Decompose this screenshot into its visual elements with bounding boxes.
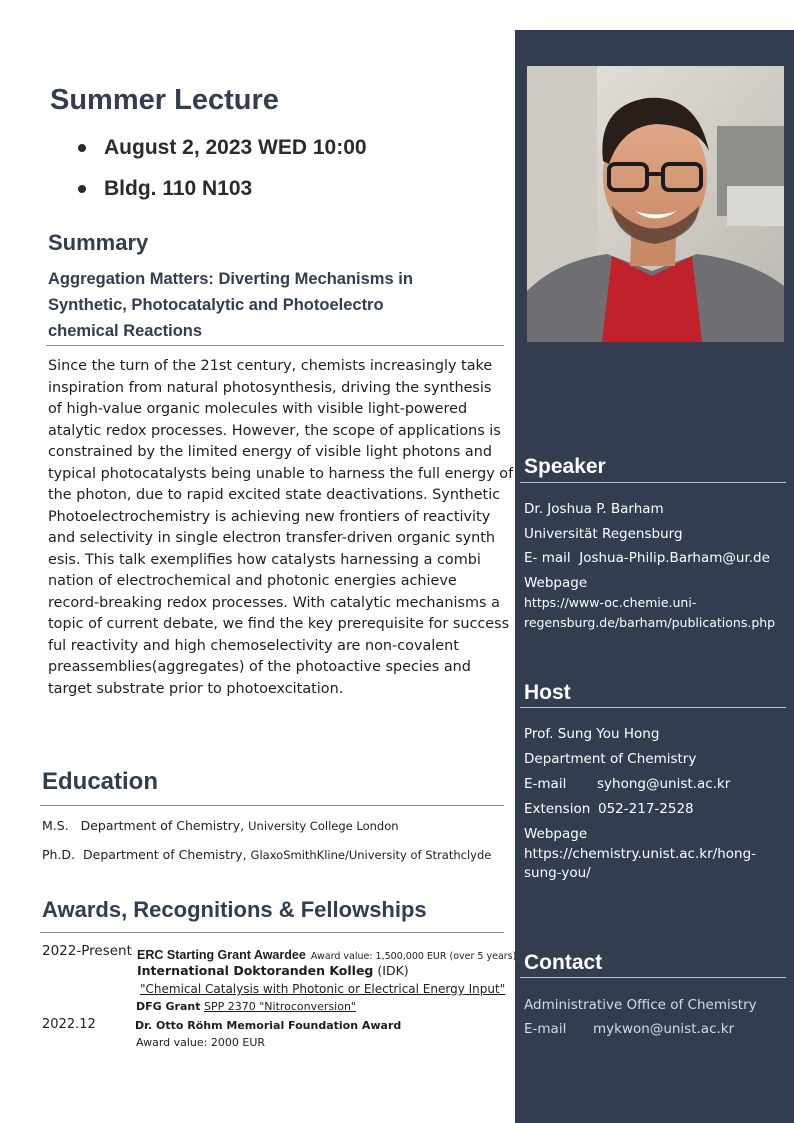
education-divider	[40, 805, 504, 806]
contact-heading: Contact	[524, 951, 603, 974]
bullet-dot	[78, 144, 86, 152]
speaker-email-row	[524, 550, 770, 566]
abstract-line: Since the turn of the 21st century, chemists increasingly take	[48, 358, 493, 374]
talk-title-line: chemical Reactions	[48, 322, 203, 340]
abstract-line: inspiration from natural photosynthesis, driving the synthesis	[48, 379, 492, 396]
degree: Ph.D.	[42, 847, 76, 862]
host-name: Prof. Sung You Hong	[524, 726, 660, 742]
summary-heading: Summary	[48, 230, 149, 255]
contact-office: Administrative Office of Chemistry	[524, 997, 757, 1013]
speaker-heading: Speaker	[524, 455, 606, 478]
talk-title-line: Synthetic, Photocatalytic and Photoelectro	[48, 296, 384, 314]
education-item	[42, 818, 399, 833]
contact-divider	[520, 977, 786, 978]
email-label: E-mail	[524, 776, 567, 792]
erc-title: ERC Starting Grant Awardee	[137, 948, 306, 962]
idk-award	[137, 963, 409, 978]
dfg-title: DFG Grant	[136, 1000, 201, 1013]
abstract-line: esis. This talk exemplifies how catalysts harnessing a combi	[48, 551, 481, 568]
abstract-line: topic of current debate, we find the key prerequisite for success	[48, 616, 510, 632]
abstract-line: ful reactivity and high chemoselectivity are non-covalent	[48, 637, 459, 654]
speaker-email[interactable]: Joshua-Philip.Barham@ur.de	[579, 550, 770, 566]
bullet-dot	[78, 185, 86, 193]
speaker-url-line[interactable]: https://www-oc.chemie.uni-	[524, 595, 697, 610]
education-heading: Education	[42, 768, 159, 795]
rohm-note: Award value: 2000 EUR	[136, 1036, 266, 1049]
abstract-line: and selectivity in single electron transfer-driven organic synth	[48, 530, 496, 546]
host-divider	[520, 707, 786, 708]
idk-title: International Doktoranden Kolleg	[137, 963, 374, 978]
abstract-line: atalytic redox processes. However, the scope of applications is	[48, 422, 501, 439]
abstract-line: constrained by the limited energy of visible light photons and	[48, 444, 493, 460]
department: Department of Chemistry,	[80, 818, 245, 833]
erc-note: Award value: 1,500,000 EUR (over 5 years)	[310, 951, 517, 962]
host-department: Department of Chemistry	[524, 751, 697, 767]
education-item	[42, 847, 491, 862]
speaker-photo	[527, 66, 784, 342]
dfg-award	[136, 1000, 356, 1013]
idk-abbr: (IDK)	[377, 963, 409, 978]
dfg-topic: SPP 2370 "Nitroconversion"	[203, 1000, 356, 1013]
page-title: Summer Lecture	[50, 84, 279, 116]
host-heading: Host	[524, 681, 571, 704]
host-url-line[interactable]: https://chemistry.unist.ac.kr/hong-	[524, 846, 757, 862]
date-bullet	[78, 136, 367, 160]
speaker-name: Dr. Joshua P. Barham	[524, 501, 664, 517]
awards-heading: Awards, Recognitions & Fellowships	[42, 897, 427, 922]
institution: GlaxoSmithKline/University of Strathclyde	[250, 848, 492, 862]
email-label: E- mail	[524, 550, 571, 566]
host-extension-row	[524, 801, 694, 817]
abstract-line: Photoelectrochemistry is achieving new frontiers of reactivity	[48, 508, 491, 525]
institution: University College London	[248, 819, 399, 833]
abstract-line: preassemblies(aggregates) of the photoactive species and	[48, 659, 471, 675]
abstract-line: of high-value organic molecules with visible light-powered	[48, 401, 468, 417]
host-extension: 052-217-2528	[598, 801, 694, 817]
summary-divider	[46, 345, 504, 346]
abstract-line: record-breaking redox processes. With catalytic mechanisms a	[48, 594, 500, 611]
award-year: 2022-Present	[42, 943, 132, 959]
webpage-label: Webpage	[524, 826, 588, 842]
speaker-affiliation: Universität Regensburg	[524, 526, 683, 542]
department: Department of Chemistry,	[83, 847, 247, 862]
award-year: 2022.12	[42, 1017, 96, 1032]
rohm-title: Dr. Otto Röhm Memorial Foundation Award	[135, 1019, 402, 1032]
host-email[interactable]: syhong@unist.ac.kr	[597, 776, 731, 792]
abstract-line: typical photocatalysts being unable to harness the full energy of	[48, 465, 514, 482]
abstract-line: nation of electrochemical and photonic energies achieve	[48, 573, 457, 589]
idk-topic: "Chemical Catalysis with Photonic or Electrical Energy Input"	[140, 982, 506, 996]
location-text: Bldg. 110 N103	[104, 177, 253, 200]
host-url-line[interactable]: sung-you/	[524, 865, 591, 881]
speaker-url-line[interactable]: regensburg.de/barham/publications.php	[524, 615, 776, 630]
erc-award	[137, 944, 516, 963]
webpage-label: Webpage	[524, 575, 588, 591]
degree: M.S.	[42, 818, 69, 833]
extension-label: Extension	[524, 801, 591, 817]
abstract-line: target substrate prior to photoexcitation.	[48, 680, 344, 697]
awards-divider	[40, 932, 504, 933]
date-text: August 2, 2023 WED 10:00	[104, 136, 367, 159]
contact-email[interactable]: mykwon@unist.ac.kr	[593, 1021, 735, 1037]
speaker-divider	[520, 482, 786, 483]
talk-title	[48, 266, 413, 344]
abstract-line: the photon, due to rapid excited state deactivations. Synthetic	[48, 487, 501, 503]
host-email-row	[524, 776, 730, 792]
contact-email-row	[524, 1021, 734, 1037]
email-label: E-mail	[524, 1021, 567, 1037]
talk-title-line: Aggregation Matters: Diverting Mechanisms in	[48, 270, 413, 288]
location-bullet	[78, 177, 252, 201]
abstract	[48, 356, 514, 700]
